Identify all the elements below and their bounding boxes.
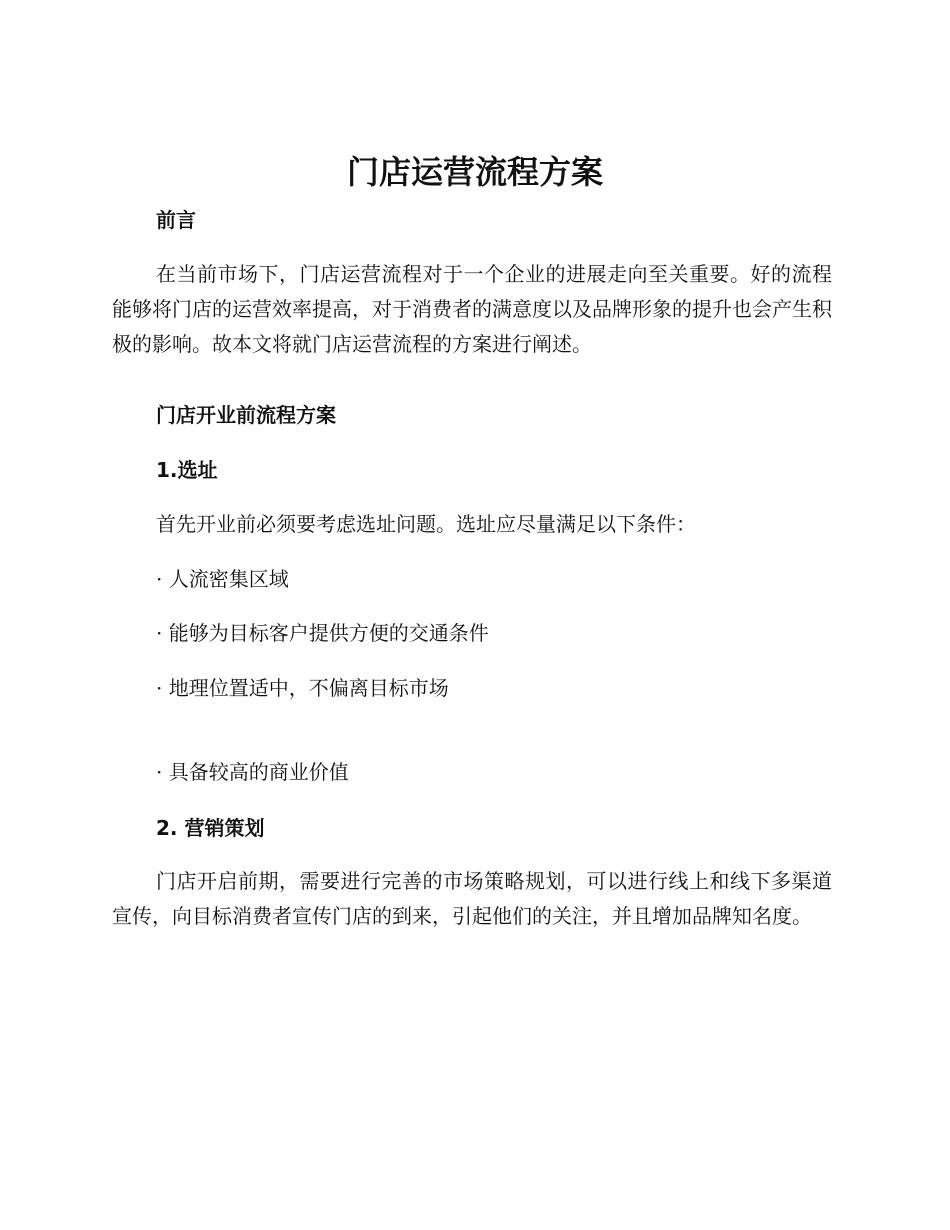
subsection-heading-site-selection: 1.选址: [156, 458, 218, 482]
site-selection-intro: 首先开业前必须要考虑选址问题。选址应尽量满足以下条件：: [156, 512, 696, 536]
section-heading: 门店开业前流程方案: [156, 403, 336, 427]
bullet-item: · 具备较高的商业价值: [156, 760, 349, 784]
preface-heading: 前言: [156, 208, 196, 232]
bullet-item: · 能够为目标客户提供方便的交通条件: [156, 621, 489, 645]
bullet-item: · 人流密集区域: [156, 567, 289, 591]
preface-paragraph: 在当前市场下，门店运营流程对于一个企业的进展走向至关重要。好的流程能够将门店的运营效率提高，对于消费者的满意度以及品牌形象的提升也会产生积极的影响。故本文将就门店运营流程的方案进行阐述。: [112, 262, 832, 356]
marketing-paragraph: 门店开启前期，需要进行完善的市场策略规划，可以进行线上和线下多渠道宣传，向目标消费者宣传门店的到来，引起他们的关注，并且增加品牌知名度。: [112, 869, 832, 928]
bullet-item: · 地理位置适中，不偏离目标市场: [156, 676, 449, 700]
document-title: 门店运营流程方案: [346, 153, 603, 191]
subsection-heading-marketing: 2. 营销策划: [156, 816, 265, 840]
